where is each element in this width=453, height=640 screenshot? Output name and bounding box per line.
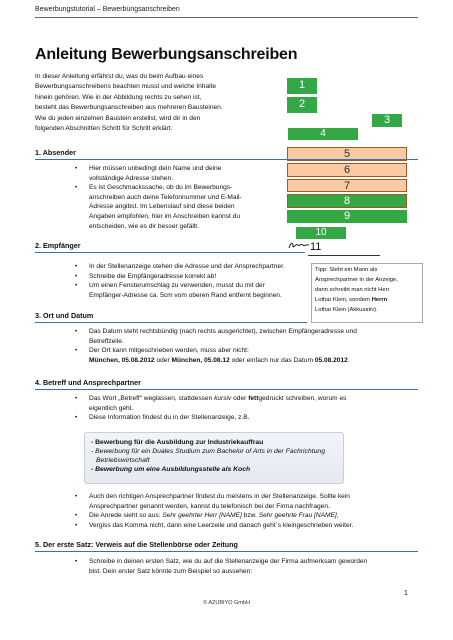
tip-text: Lothar Klein, sondern — [315, 297, 372, 303]
text: gedruckt schreiben, worum es — [258, 395, 347, 402]
header-rule — [35, 17, 418, 18]
list-item: • Diese Information findest du in der Stellenanzeige, z.B. — [70, 413, 420, 423]
intro-line: Wie du jeden einzelnen Baustein erstellst, wird dir in den — [35, 114, 201, 122]
block-7: 7 — [287, 179, 407, 192]
intro-line: hinein gehören. Wie in der Abbildung rechts zu sehen ist, — [35, 93, 202, 101]
section-2-list — [70, 262, 315, 300]
list-item — [70, 557, 430, 576]
list-line: • Es ist Geschmackssache, ob du im Bewerbungs- — [89, 184, 233, 192]
page-number: 1 — [404, 590, 408, 597]
italic-text: Sehr geehrter Herr [NAME] — [162, 512, 242, 520]
example-line: - Bewerbung um eine Ausbildungsstelle als Koch — [91, 466, 251, 473]
list-item — [70, 346, 420, 365]
section-1-heading: 1. Absender — [35, 148, 418, 160]
connector-text: . — [347, 356, 350, 364]
section-4-list — [70, 394, 420, 423]
list-item — [70, 492, 430, 511]
date-example: München, 05.08.12 — [171, 356, 230, 364]
text: bzw. — [241, 512, 259, 520]
list-item: • Schreibe die Empfängeradresse korrekt ab! — [70, 272, 315, 282]
list-line: • Auch den richtigen Ansprechpartner findest du meistens in der Stellenanzeige. Sollte kein — [89, 493, 350, 500]
list-line: Betreffzeile. — [89, 337, 124, 345]
block-2-recipient: 2 — [287, 97, 317, 113]
intro-paragraph — [35, 72, 265, 134]
subject-examples-box — [84, 432, 344, 484]
connector-text: oder — [154, 356, 172, 364]
example-line: - Bewerbung für ein Duales Studium zum Bachelor of Arts in der Fachrichtung — [91, 448, 325, 455]
tip-line — [315, 295, 419, 305]
intro-line: In dieser Anleitung erfährst du, was du beim Aufbau eines — [35, 73, 204, 80]
connector-text: oder einfach nur das Datum — [229, 356, 315, 364]
section-4-heading: 4. Betreff und Ansprechpartner — [35, 378, 418, 390]
list-line: eigentlich geht. — [89, 404, 134, 412]
list-line: • Schreibe in deinen ersten Satz, wie du auf die Stellenanzeige der Firma aufmerksam geworden — [89, 558, 368, 565]
list-item: • In der Stellenanzeige stehen die Adresse und der Ansprechpartner. — [70, 262, 315, 272]
block-8: 8 — [287, 194, 407, 208]
footer-copyright: © AZUBIYO GmbH — [203, 600, 250, 606]
text: Die Anrede sieht so aus: — [89, 512, 163, 520]
list-line: • Das Datum steht rechtsbündig (nach rechts ausgerichtet), zwischen Empfängeradresse und — [89, 328, 357, 335]
list-line: vollständige Adresse stehen. — [89, 174, 173, 182]
italic-text: Sehr geehrte Frau [NAME], — [258, 512, 339, 520]
list-line: bist. Dein erster Satz könnte zum Beispiel so aussehen: — [89, 567, 253, 575]
intro-line: besteht das Bewerbungsanschreiben aus mehreren Bausteinen. — [35, 104, 223, 112]
list-line: Adresse angibst. Im Lebenslauf sind diese beiden — [89, 203, 235, 211]
block-6: 6 — [287, 163, 407, 177]
intro-line: Bewerbungsanschreibens beachten musst und welche Inhalte — [35, 83, 217, 91]
block-11-label: 11 — [310, 241, 322, 253]
text: Das Wort „Betreff“ weglassen, stattdessen — [89, 395, 215, 402]
list-item — [70, 183, 280, 231]
example-line: Betriebswirtschaft — [96, 457, 150, 464]
list-line: • Der Ort kann mitgeschrieben werden, muss aber nicht: — [89, 347, 249, 355]
italic-word: kursiv — [214, 395, 232, 402]
list-line: • Hier müssen unbedingt dein Name und deine — [89, 165, 222, 172]
list-line: Ansprechpartner genannt werden, kannst du telefonisch bei der Firma nachfragen. — [89, 502, 330, 510]
list-line — [89, 394, 420, 404]
block-4-subject: 4 — [288, 128, 358, 140]
list-item — [70, 394, 420, 413]
section-4-list-cont — [70, 492, 430, 530]
example-line: - Bewerbung für die Ausbildung zur Industriekauffrau — [91, 439, 264, 446]
date-examples — [89, 356, 420, 366]
tip-line: Ansprechpartner in der Anzeige, — [315, 277, 398, 283]
section-3-heading: 3. Ort und Datum — [35, 311, 307, 323]
tip-separator — [308, 255, 380, 256]
list-item — [70, 327, 420, 346]
text: oder — [231, 395, 249, 402]
list-item — [70, 511, 430, 521]
tip-line: Tipp: Steht ein Mann als — [315, 267, 378, 273]
list-item — [70, 281, 315, 300]
running-header: Bewerbungstutorial – Bewerbungsanschreiben — [35, 6, 180, 13]
block-3-date: 3 — [372, 114, 402, 127]
tip-box — [311, 263, 423, 323]
tip-bold-herrn: Herrn — [371, 297, 388, 303]
block-1-sender: 1 — [287, 78, 317, 94]
list-item: • Vergiss das Komma nicht, dann eine Leerzeile und danach geht´s kleingeschrieben weiter. — [70, 521, 430, 531]
list-line: • Um einen Fensterumschlag zu verwenden, musst du mit der — [89, 282, 265, 290]
date-example: 05.08.2012 — [314, 356, 348, 364]
list-line: Angaben empfohlen, hier im Anschreiben kannst du — [89, 212, 241, 220]
page-title: Anleitung Bewerbungsanschreiben — [35, 46, 298, 63]
section-5-heading: 5. Der erste Satz: Verweis auf die Stellenbörse oder Zeitung — [35, 540, 418, 552]
block-9: 9 — [287, 210, 407, 223]
list-line: Empfänger-Adresse ca. 5cm vom oberen Rand entfernt beginnen. — [89, 291, 282, 299]
block-5-first-sentence: 5 — [287, 147, 407, 161]
date-example: München, 05.08.2012 — [89, 356, 155, 364]
section-3-list — [70, 327, 420, 365]
section-1-list — [70, 164, 280, 231]
block-10-greeting: 10 — [296, 227, 346, 239]
bold-word: fett — [248, 395, 259, 402]
list-line: anschreiben auch deine Telefonnummer und E-Mail- — [89, 193, 242, 201]
tip-line: Lothar Klein (Akkusativ). — [315, 307, 378, 313]
list-line: entscheiden, wie es dir besser gefällt. — [89, 222, 199, 230]
list-item — [70, 164, 280, 183]
tip-line: dann schreibt man nicht Herr — [315, 287, 390, 293]
intro-line: folgenden Abschnitten Schritt für Schritt erklärt. — [35, 125, 173, 133]
section-5-list — [70, 557, 430, 576]
section-2-heading: 2. Empfänger — [35, 241, 305, 253]
